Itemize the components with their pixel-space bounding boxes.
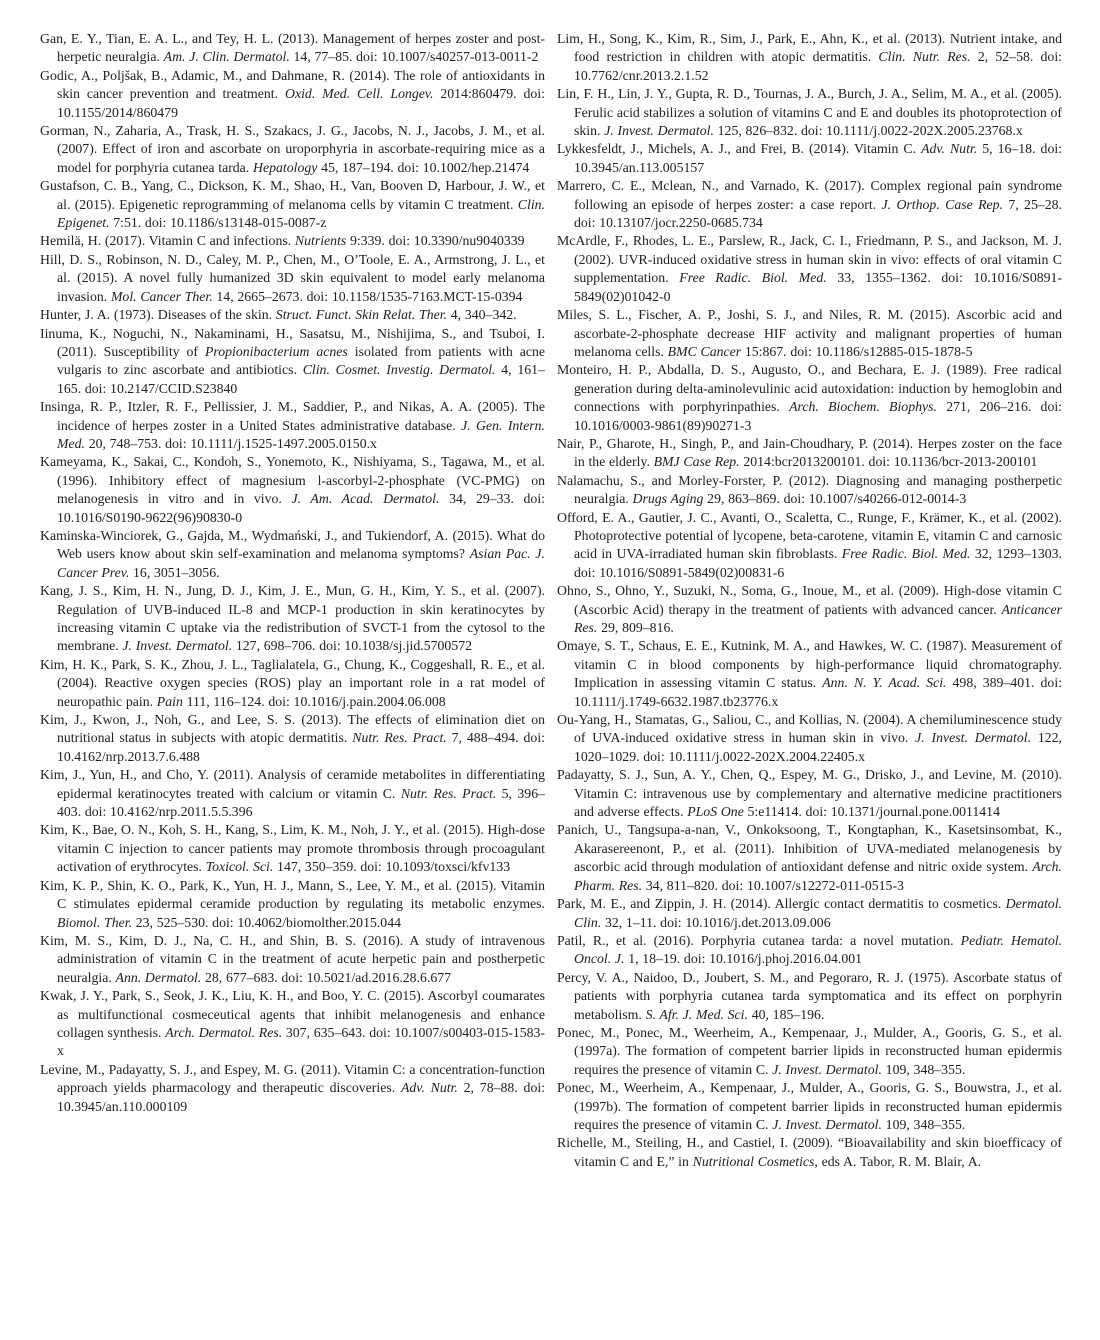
- reference-text: 4, 161–165. doi: 10.2147/CCID.S23840: [57, 362, 545, 396]
- reference-entry: [557, 821, 1062, 895]
- journal-title: Adv. Nutr.: [400, 1080, 458, 1096]
- reference-text: 32, 1–11. doi: 10.1016/j.det.2013.09.006: [601, 914, 831, 930]
- reference-text: 109, 348–355.: [881, 1116, 966, 1132]
- journal-title: Mol. Cancer Ther.: [110, 288, 213, 304]
- reference-text: Godic, A., Poljšak, B., Adamic, M., and Dahmane, R. (2014). The role of antioxidants in skin cancer prevention and treatment.: [40, 67, 545, 102]
- journal-title: Clin. Nutr. Res.: [878, 49, 971, 65]
- reference-text: Omaye, S. T., Schaus, E. E., Kutnink, M. A., and Hawkes, W. C. (1987). Measurement of vitamin C in blood components by high-performance liquid chromatography. Implication in assessing vitamin C status.: [557, 638, 1062, 691]
- journal-title: Free Radic. Biol. Med.: [841, 546, 971, 562]
- reference-text: Kim, H. K., Park, S. K., Zhou, J. L., Taglialatela, G., Chung, K., Coggeshall, R. E., et al. (2004). Reactive oxygen species (ROS) play an important role in a rat model of neuropathic pain.: [40, 656, 545, 709]
- journal-title: J. Invest. Dermatol.: [122, 638, 233, 654]
- journal-title: S. Afr. J. Med. Sci.: [645, 1006, 748, 1022]
- journal-title: J. Orthop. Case Rep.: [881, 196, 1003, 212]
- journal-title: Toxicol. Sci.: [205, 859, 274, 875]
- reference-entry: [40, 122, 545, 177]
- reference-text: 29, 863–869. doi: 10.1007/s40266-012-0014-3: [703, 491, 967, 507]
- journal-title: PLoS One: [687, 804, 744, 820]
- reference-text: Gan, E. Y., Tian, E. A. L., and Tey, H. L. (2013). Management of herpes zoster and post-herpetic neuralgia.: [40, 31, 545, 65]
- references-columns: [40, 30, 1062, 1171]
- journal-title: Adv. Nutr.: [921, 141, 978, 157]
- reference-text: 127, 698–706. doi: 10.1038/sj.jid.5700572: [232, 638, 473, 654]
- reference-text: Levine, M., Padayatty, S. J., and Espey, M. G. (2011). Vitamin C: a concentration-function approach yields pharmacology and therapeutic discoveries.: [40, 1061, 545, 1096]
- reference-text: 307, 635–643. doi: 10.1007/s00403-015-1583-x: [57, 1024, 546, 1059]
- journal-title: Nutr. Res. Pract.: [352, 730, 447, 746]
- reference-text: 40, 185–196.: [747, 1006, 825, 1022]
- reference-entry: [557, 435, 1062, 472]
- reference-entry: [40, 232, 545, 250]
- reference-text: Kim, K. P., Shin, K. O., Park, K., Yun, H. J., Mann, S., Lee, Y. M., et al. (2015). Vitamin C stimulates epidermal ceramide production by regulating its metabolic enzymes.: [40, 877, 545, 912]
- journal-title: Oxid. Med. Cell. Longev.: [285, 86, 434, 102]
- reference-text: Nair, P., Gharote, H., Singh, P., and Jain-Choudhary, P. (2014). Herpes zoster on the face in the elderly.: [557, 435, 1062, 470]
- reference-entry: [40, 527, 545, 582]
- reference-text: Percy, V. A., Naidoo, D., Joubert, S. M., and Pegoraro, R. J. (1975). Ascorbate status of patients with porphyria cutanea tarda symptomatica and its effect on porphyrin metabolism.: [557, 969, 1062, 1022]
- reference-entry: [40, 398, 545, 453]
- reference-text: 34, 811–820. doi: 10.1007/s12272-011-0515-3: [642, 877, 904, 893]
- journal-title: Arch. Biochem. Biophys.: [789, 399, 937, 415]
- journal-title: Pain: [156, 693, 183, 709]
- reference-text: Offord, E. A., Gautier, J. C., Avanti, O., Scaletta, C., Runge, F., Krämer, K., et al. (2002). Photoprotective potential of lycopene, beta-carotene, vitamin E, vitamin C and carnosic acid in UVA-irradiated human skin fibroblasts.: [557, 509, 1062, 562]
- reference-text: Lykkesfeldt, J., Michels, A. J., and Frei, B. (2014). Vitamin C.: [557, 141, 922, 157]
- reference-text: isolated from patients with acne vulgaris to zinc ascorbate and antibiotics.: [57, 343, 545, 378]
- reference-entry: [40, 877, 545, 932]
- reference-text: 7, 488–494. doi: 10.4162/nrp.2013.7.6.488: [57, 730, 545, 764]
- reference-entry: [557, 472, 1062, 509]
- reference-entry: [557, 582, 1062, 637]
- journal-title: Am. J. Clin. Dermatol.: [163, 49, 290, 65]
- journal-title: Drugs Aging: [632, 491, 704, 507]
- reference-text: Hunter, J. A. (1973). Diseases of the skin.: [40, 307, 276, 323]
- reference-text: 14, 77–85. doi: 10.1007/s40257-013-0011-2: [289, 49, 539, 65]
- reference-text: Kameyama, K., Sakai, C., Kondoh, S., Yonemoto, K., Nishiyama, S., Tagawa, M., et al. (1996). Inhibitory effect of magnesium l-ascorbyl-2-phosphate (VC-PMG) on melanogenesis in vitro and in vivo.: [40, 454, 545, 507]
- reference-text: Kwak, J. Y., Park, S., Seok, J. K., Liu, K. H., and Boo, Y. C. (2015). Ascorbyl coumarates as multifunctional cosmeceutical agents that inhibit melanogenesis and enhance collagen synthesis.: [40, 988, 545, 1040]
- reference-entry: [40, 325, 545, 399]
- reference-text: Kim, K., Bae, O. N., Koh, S. H., Kang, S., Lim, K. M., Noh, J. Y., et al. (2015). High-dose vitamin C injection to cancer patients may promote thrombosis through procoagulant activation of erythrocytes.: [40, 822, 545, 875]
- reference-entry: [40, 711, 545, 766]
- reference-entry: [557, 85, 1062, 140]
- reference-text: 1, 18–19. doi: 10.1016/j.phoj.2016.04.001: [624, 951, 863, 967]
- reference-entry: [557, 711, 1062, 766]
- reference-text: Ponec, M., Ponec, M., Weerheim, A., Kempenaar, J., Mulder, A., Gooris, G. S., et al. (1997a). The formation of competent barrier lipids in reconstructed human epidermis requires the presence of vitamin C.: [557, 1024, 1062, 1077]
- journal-title: Dermatol. Clin.: [574, 896, 1062, 930]
- reference-text: 147, 350–359. doi: 10.1093/toxsci/kfv133: [273, 859, 511, 875]
- reference-text: Park, M. E., and Zippin, J. H. (2014). Allergic contact dermatitis to cosmetics.: [557, 896, 1006, 912]
- reference-text: Kim, M. S., Kim, D. J., Na, C. H., and Shin, B. S. (2016). A study of intravenous administration of vitamin C in the treatment of acute herpetic pain and postherpetic neuralgia.: [40, 932, 545, 985]
- reference-text: Kim, J., Kwon, J., Noh, G., and Lee, S. S. (2013). The effects of elimination diet on nutritional status in subjects with atopic dermatitis.: [40, 712, 545, 746]
- journal-title: J. Invest. Dermatol.: [604, 123, 714, 139]
- reference-text: Kaminska-Winciorek, G., Gajda, M., Wydmański, J., and Tukiendorf, A. (2015). What do Web users know about skin self-examination and melanoma symptoms?: [40, 527, 545, 562]
- journal-title: BMC Cancer: [667, 343, 742, 359]
- journal-title: Ann. Dermatol.: [115, 969, 202, 985]
- reference-entry: [557, 1079, 1062, 1134]
- reference-text: Insinga, R. P., Itzler, R. F., Pellissier, J. M., Saddier, P., and Nikas, A. A. (2005). The incidence of herpes zoster in a United States administrative database.: [40, 399, 545, 433]
- reference-entry: [557, 766, 1062, 821]
- reference-text: Panich, U., Tangsupa-a-nan, V., Onkoksoong, T., Kongtaphan, K., Kasetsinsombat, K., Akarasereenont, P., et al. (2011). Inhibition of UVA-mediated melanogenesis by ascorbic acid through modulation of antioxidant defense and nitric oxide system.: [557, 822, 1062, 875]
- journal-title: Nutritional Cosmetics: [692, 1153, 815, 1169]
- reference-entry: [40, 821, 545, 876]
- journal-title: Clin. Cosmet. Investig. Dermatol.: [302, 362, 496, 378]
- reference-entry: [557, 637, 1062, 711]
- reference-entry: [40, 251, 545, 306]
- reference-text: Nalamachu, S., and Morley-Forster, P. (2012). Diagnosing and managing postherpetic neuralgia.: [557, 472, 1062, 507]
- reference-text: Ohno, S., Ohno, Y., Suzuki, N., Soma, G., Inoue, M., et al. (2009). High-dose vitamin C (Ascorbic Acid) therapy in the treatment of patients with advanced cancer.: [557, 583, 1062, 617]
- references-column-left: [40, 30, 545, 1171]
- reference-text: 5, 396–403. doi: 10.4162/nrp.2011.5.5.396: [57, 785, 545, 820]
- reference-entry: [40, 67, 545, 122]
- reference-text: Monteiro, H. P., Abdalla, D. S., Augusto, O., and Bechara, E. J. (1989). Free radical generation during delta-aminolevulinic acid autoxidation: induction by hemoglobin and connections with porphyrinpathies.: [557, 362, 1062, 415]
- journal-title: Arch. Dermatol. Res.: [165, 1024, 283, 1040]
- reference-text: 2014:bcr2013200101. doi: 10.1136/bcr-2013-200101: [739, 454, 1038, 470]
- reference-text: 9:339. doi: 10.3390/nu9040339: [346, 233, 525, 249]
- reference-text: Lin, F. H., Lin, J. Y., Gupta, R. D., Tournas, J. A., Burch, J. A., Selim, M. A., et al. (2005). Ferulic acid stabilizes a solution of vitamins C and E and doubles its photoprotection of skin.: [557, 86, 1062, 139]
- reference-text: Gustafson, C. B., Yang, C., Dickson, K. M., Shao, H., Van, Booven D, Harbour, J. W., et al. (2015). Epigenetic reprogramming of melanoma cells by vitamin C treatment.: [40, 178, 545, 212]
- journal-title: Arch. Pharm. Res.: [574, 859, 1062, 893]
- reference-text: , eds A. Tabor, R. M. Blair, A.: [814, 1153, 982, 1169]
- reference-text: 20, 748–753. doi: 10.1111/j.1525-1497.2005.0150.x: [84, 435, 377, 451]
- reference-text: Miles, S. L., Fischer, A. P., Joshi, S. J., and Niles, R. M. (2015). Ascorbic acid and ascorbate-2-phosphate decrease HIF activity and malignant properties of human melanoma cells.: [557, 307, 1062, 359]
- journal-title: Hepatology: [253, 159, 318, 175]
- reference-text: 2, 52–58. doi: 10.7762/cnr.2013.2.1.52: [574, 49, 1062, 83]
- reference-text: 122, 1020–1029. doi: 10.1111/j.0022-202X.2004.22405.x: [574, 730, 1062, 764]
- reference-entry: [557, 140, 1062, 177]
- reference-entry: [557, 932, 1062, 969]
- reference-text: Kang, J. S., Kim, H. N., Jung, D. J., Kim, J. E., Mun, G. H., Kim, Y. S., et al. (2007). Regulation of UVB-induced IL-8 and MCP-1 production in skin keratinocytes by increasing vitamin C uptake via the redistribution of SVCT-1 from the cytosol to the membrane.: [40, 583, 545, 654]
- reference-entry: [40, 932, 545, 987]
- reference-text: McArdle, F., Rhodes, L. E., Parslew, R., Jack, C. I., Friedmann, P. S., and Jackson, M. J. (2002). UVR-induced oxidative stress in human skin in vivo: effects of oral vitamin C supplementation.: [557, 233, 1062, 286]
- reference-text: 33, 1355–1362. doi: 10.1016/S0891-5849(02)01042-0: [574, 270, 1063, 304]
- reference-text: 498, 389–401. doi: 10.1111/j.1749-6632.1987.tb23776.x: [574, 675, 1062, 709]
- reference-text: 5:e11414. doi: 10.1371/journal.pone.0011414: [743, 804, 1000, 820]
- journal-title: J. Invest. Dermatol.: [915, 730, 1032, 746]
- reference-text: 16, 3051–3056.: [129, 564, 220, 580]
- reference-text: 23, 525–530. doi: 10.4062/biomolther.2015.044: [132, 914, 402, 930]
- journal-title: Pediatr. Hematol. Oncol. J.: [574, 932, 1062, 967]
- journal-title: J. Invest. Dermatol.: [772, 1116, 882, 1132]
- journal-title: Biomol. Ther.: [57, 914, 133, 930]
- reference-text: 4, 340–342.: [447, 307, 517, 323]
- reference-text: 2014:860479. doi: 10.1155/2014/860479: [57, 86, 545, 120]
- reference-text: 125, 826–832. doi: 10.1111/j.0022-202X.2005.23768.x: [713, 123, 1023, 139]
- reference-entry: [557, 969, 1062, 1024]
- reference-text: 15:867. doi: 10.1186/s12885-015-1878-5: [741, 343, 973, 359]
- references-column-right: [557, 30, 1062, 1171]
- journal-title: Clin. Epigenet.: [57, 196, 545, 231]
- reference-entry: [557, 232, 1062, 306]
- journal-title: BMJ Case Rep.: [653, 454, 740, 470]
- reference-text: Patil, R., et al. (2016). Porphyria cutanea tarda: a novel mutation.: [557, 932, 961, 948]
- reference-text: Gorman, N., Zaharia, A., Trask, H. S., Szakacs, J. G., Jacobs, N. J., Jacobs, J. M., et al. (2007). Effect of iron and ascorbate on uroporphyria in ascorbate-requiring mice as a model for porphyria cutanea tarda.: [40, 123, 545, 175]
- reference-entry: [557, 306, 1062, 361]
- reference-text: Ou-Yang, H., Stamatas, G., Saliou, C., and Kollias, N. (2004). A chemiluminescence study of UVA-induced oxidative stress in human skin in vivo.: [557, 712, 1062, 746]
- reference-entry: [40, 1061, 545, 1116]
- reference-text: 14, 2665–2673. doi: 10.1158/1535-7163.MCT-15-0394: [212, 288, 523, 304]
- reference-entry: [40, 582, 545, 656]
- reference-entry: [557, 30, 1062, 85]
- reference-entry: [40, 766, 545, 821]
- journal-title: Anticancer Res.: [574, 601, 1062, 635]
- reference-text: 28, 677–683. doi: 10.5021/ad.2016.28.6.677: [201, 969, 452, 985]
- reference-entry: [40, 30, 545, 67]
- reference-entry: [40, 306, 545, 324]
- reference-entry: [557, 177, 1062, 232]
- reference-text: 271, 206–216. doi: 10.1016/0003-9861(89)90271-3: [574, 399, 1063, 433]
- reference-text: 32, 1293–1303. doi: 10.1016/S0891-5849(02)00831-6: [574, 546, 1062, 580]
- reference-text: 7, 25–28. doi: 10.13107/jocr.2250-0685.734: [574, 196, 1062, 231]
- reference-entry: [40, 177, 545, 232]
- journal-title: Free Radic. Biol. Med.: [679, 270, 827, 286]
- reference-text: Marrero, C. E., Mclean, N., and Varnado, K. (2017). Complex regional pain syndrome following an episode of herpes zoster: a case report.: [557, 178, 1062, 212]
- reference-entry: [557, 895, 1062, 932]
- reference-text: Hill, D. S., Robinson, N. D., Caley, M. P., Chen, M., O’Toole, E. A., Armstrong, J. L., et al. (2015). A novel fully humanized 3D skin equivalent to model early melanoma invasion.: [40, 251, 545, 304]
- reference-text: Richelle, M., Steiling, H., and Castiel, I. (2009). “Bioavailability and skin bioefficacy of vitamin C and E,” in: [557, 1135, 1062, 1169]
- reference-entry: [557, 361, 1062, 435]
- reference-text: 34, 29–33. doi: 10.1016/S0190-9622(96)90830-0: [57, 491, 545, 525]
- journal-title: Nutr. Res. Pract.: [400, 785, 497, 801]
- reference-entry: [557, 1134, 1062, 1171]
- reference-text: 29, 809–816.: [597, 620, 674, 635]
- journal-title: Nutrients: [294, 233, 347, 249]
- reference-entry: [557, 1024, 1062, 1079]
- reference-text: 109, 348–355.: [881, 1061, 966, 1077]
- journal-title: Struct. Funct. Skin Relat. Ther.: [275, 307, 448, 323]
- reference-text: 2, 78–88. doi: 10.3945/an.110.000109: [57, 1080, 546, 1114]
- journal-title: Propionibacterium acnes: [204, 343, 348, 359]
- reference-text: Lim, H., Song, K., Kim, R., Sim, J., Park, E., Ahn, K., et al. (2013). Nutrient intake, and food restriction in children with atopic dermatitis.: [557, 31, 1062, 65]
- reference-text: Iinuma, K., Noguchi, N., Nakaminami, H., Sasatsu, M., Nishijima, S., and Tsuboi, I. (2011). Susceptibility of: [40, 325, 545, 359]
- reference-entry: [40, 987, 545, 1061]
- reference-text: Hemilä, H. (2017). Vitamin C and infections.: [40, 233, 295, 249]
- reference-entry: [40, 453, 545, 527]
- reference-text: 7:51. doi: 10.1186/s13148-015-0087-z: [109, 215, 327, 231]
- journal-title: J. Am. Acad. Dermatol.: [291, 491, 440, 507]
- journal-title: J. Gen. Intern. Med.: [57, 417, 545, 451]
- journal-title: Asian Pac. J. Cancer Prev.: [57, 546, 545, 580]
- reference-text: 5, 16–18. doi: 10.3945/an.113.005157: [574, 141, 1063, 175]
- reference-text: Ponec, M., Weerheim, A., Kempenaar, J., Mulder, A., Gooris, G. S., Bouwstra, J., et al. (1997b). The formation of competent barrier lipids in reconstructed human epidermis requires the presence of vitamin C.: [557, 1080, 1062, 1132]
- reference-entry: [557, 509, 1062, 583]
- journal-title: J. Invest. Dermatol.: [772, 1061, 882, 1077]
- reference-text: 45, 187–194. doi: 10.1002/hep.21474: [317, 159, 530, 175]
- reference-text: Kim, J., Yun, H., and Cho, Y. (2011). Analysis of ceramide metabolites in differentiating epidermal keratinocytes treated with calcium or vitamin C.: [40, 767, 545, 801]
- reference-text: Padayatty, S. J., Sun, A. Y., Chen, Q., Espey, M. G., Drisko, J., and Levine, M. (2010). Vitamin C: intravenous use by complementary and alternative medicine practitioners and adverse effects.: [557, 767, 1062, 820]
- reference-entry: [40, 656, 545, 711]
- journal-title: Ann. N. Y. Acad. Sci.: [822, 675, 947, 691]
- reference-text: 111, 116–124. doi: 10.1016/j.pain.2004.06.008: [182, 693, 446, 709]
